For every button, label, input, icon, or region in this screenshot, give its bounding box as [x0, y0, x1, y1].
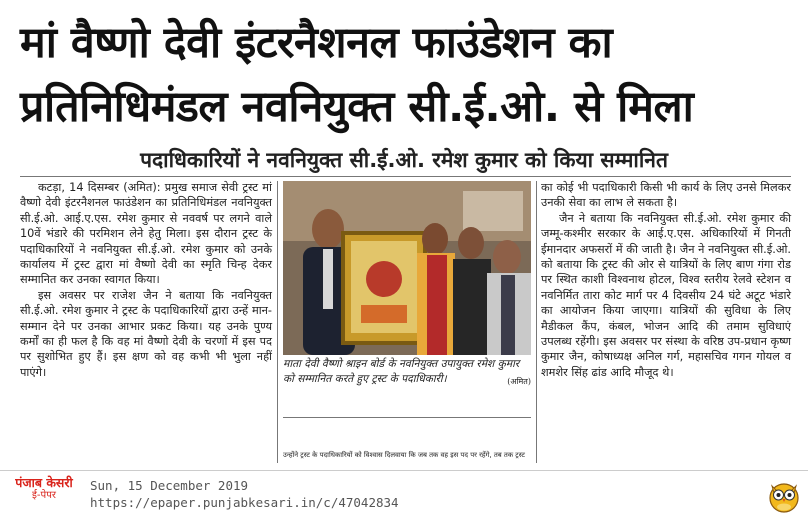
article-paragraph: कटड़ा, 14 दिसम्बर (अमित): प्रमुख समाज सेवी ट्रस्ट मां वैष्णो देवी इंटरनैशनल फाउंडेशन का प्रतिनिधिमंडल नवनियुक्त सी.ई.ओ. आई.ए.एस. रमेश कुमार से नववर्ष पर लगने वाले 10वें भंडारे की परमिशन लेने हेतु मिला। इस दौरान ट्रस्ट के पदाधिकारियों ने नवनियुक्त सी.ई.ओ. रमेश कुमार को उनके कार्यालय में ट्रस्ट द्वारा मां वैष्णो देवी का स्मृति चिन्ह देकर सम्मानित कर उनका स्वागत किया। — [20, 181, 272, 287]
logo-subtitle: ई-पेपर — [32, 489, 56, 501]
owl-icon[interactable] — [766, 477, 802, 513]
article-paragraph: का कोई भी पदाधिकारी किसी भी कार्य के लिए उनसे मिलकर उनकी सेवा का लाभ ले सकता है। — [541, 181, 791, 210]
edition-date: Sun, 15 December 2019 — [90, 478, 249, 493]
column-divider-right — [536, 181, 537, 463]
left-column-text — [20, 180, 272, 380]
article-paragraph: इस अवसर पर राजेश जैन ने बताया कि नवनियुक्त सी.ई.ओ. रमेश कुमार ने ट्रस्ट के पदाधिकारियों द्वारा उन्हें मान-सम्मान देने पर उनका आभार प्रकट किया। यह उनके पुण्य कर्मों का ही फल है कि वह मां वैष्णो देवी के चरणों में इस पद पर सुशोभित हुए हैं। इस क्षण को वह कभी भी भुला नहीं पाएंगे। — [20, 288, 272, 379]
headline-line-2: प्रतिनिधिमंडल नवनियुक्त सी.ई.ओ. से मिला — [20, 82, 694, 132]
middle-column-text — [283, 451, 531, 460]
article-paragraph: उन्होंने ट्रस्ट के पदाधिकारियों को विश्वास दिलवाया कि जब तक वह इस पद पर रहेंगे, तब तक ट्रस्ट — [283, 451, 525, 459]
punjab-kesari-logo[interactable] — [6, 476, 82, 514]
article-photo — [283, 181, 531, 355]
photo-illustration — [283, 181, 531, 355]
photo-caption: माता देवी वैष्णो श्राइन बोर्ड के नवनियुक्त उपायुक्त रमेश कुमार को सम्मानित करते हुए ट्रस्ट के पदाधिकारी। — [283, 358, 520, 385]
photo-credit: (अमित) — [507, 377, 531, 386]
footer-bar — [0, 470, 808, 518]
headline-line-1: मां वैष्णो देवी इंटरनैशनल फाउंडेशन का — [20, 18, 613, 68]
subheadline: पदाधिकारियों ने नवनियुक्त सी.ई.ओ. रमेश कुमार को किया सम्मानित — [140, 148, 668, 172]
column-divider-left — [277, 181, 278, 463]
right-column-text — [541, 180, 791, 380]
logo-title: पंजाब केसरी — [15, 475, 73, 490]
photo-caption-box — [283, 357, 531, 418]
top-rule — [20, 176, 791, 177]
article-url[interactable]: https://epaper.punjabkesari.in/c/47042834 — [90, 495, 399, 510]
article-paragraph: जैन ने बताया कि नवनियुक्त सी.ई.ओ. रमेश कुमार की जम्मू-कश्मीर सरकार के आई.ए.एस. अधिकारियों में गिनती ईमानदार अफसरों में की जाती है। जैन ने नवनियुक्त सी.ई.ओ. को बताया कि ट्रस्ट की ओर से यात्रियों के लिए बाण गंगा रोड पर स्थित काशी विश्वनाथ होटल, विश्व स्तरीय रेलवे स्टेशन व नवनिर्मित तारा कोट मार्ग पर 4 दिवसीय 24 घंटे अटूट भंडारे का आयोजन किया जाएगा। यात्रियों की सुविधा के लिए मैडीकल कैंप, कंबल, भोजन आदि की तमाम सुविधाएं उपलब्ध रहेंगी। इस अवसर पर संस्था के वरिष्ठ उप-प्रधान कृष्ण कुमार जैन, कोषाध्यक्ष अनिल गर्ग, महासचिव गगन गोयल व शमशेर सिंह ढांड आदि मौजूद थे। — [541, 211, 791, 379]
